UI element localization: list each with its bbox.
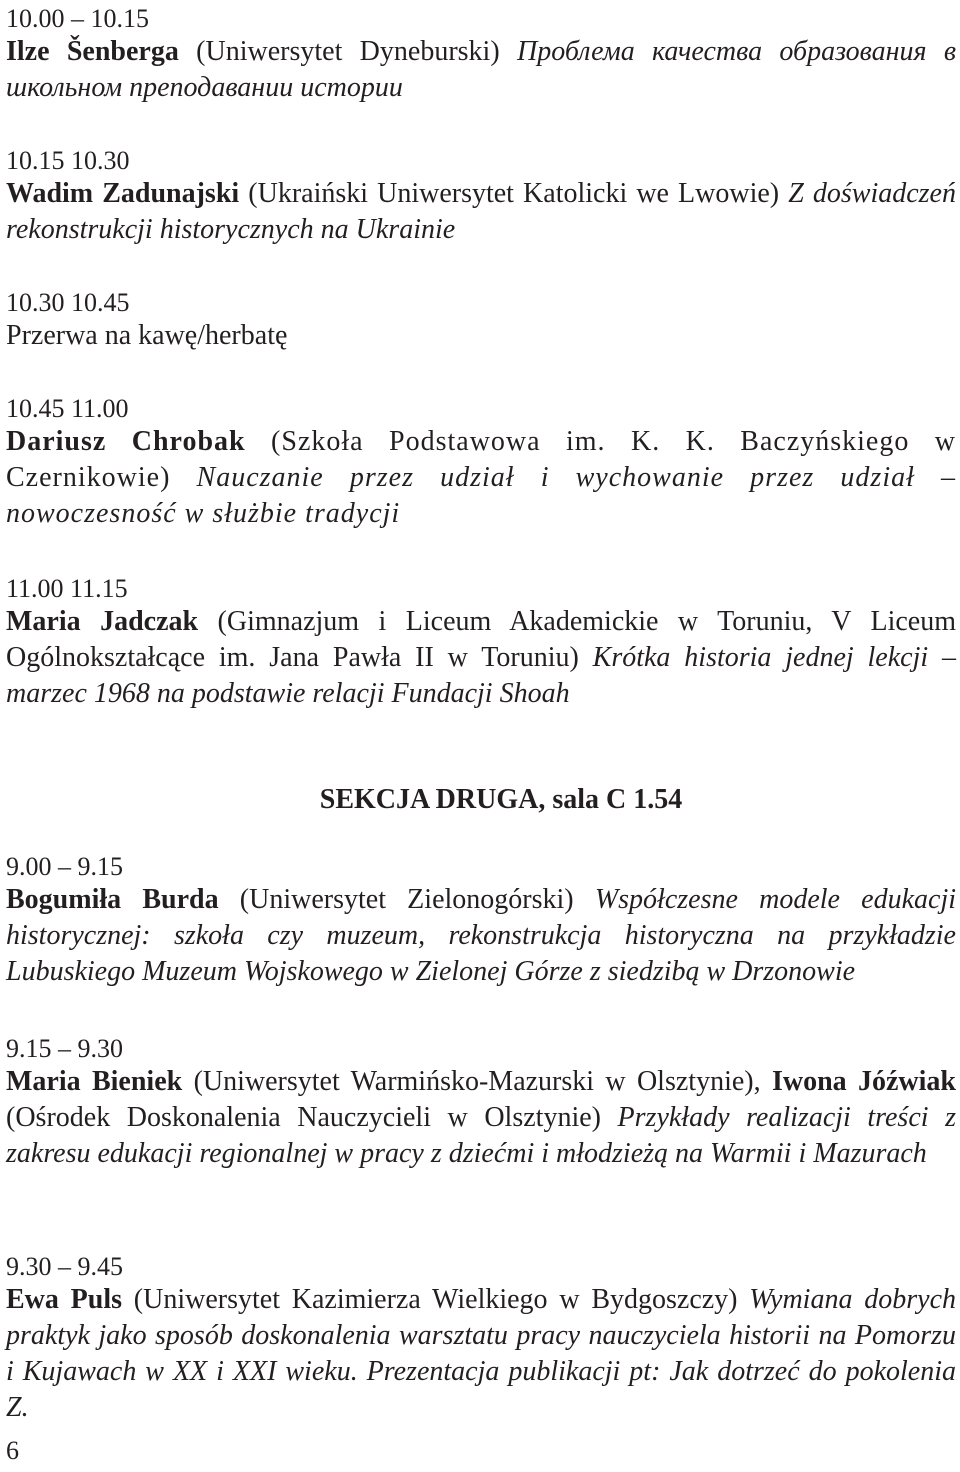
session-time: 10.45 11.00 xyxy=(6,394,129,423)
session-text xyxy=(6,1282,956,1426)
session-senberga xyxy=(6,4,956,106)
session-time: 10.15 10.30 xyxy=(6,146,130,175)
speaker-affiliation: (Szkoła Podstawowa im. K. K. Baczyńskiego w Czernikowie) xyxy=(6,426,957,493)
talk-title: Wymiana dobrych praktyk jako sposób doskonalenia warsztatu pracy nauczyciela historii na Pomorzu i Kujawach w XX i XXI wieku. Prezentacja publikacji pt: Jak dotrzeć do pokolenia Z. xyxy=(6,1284,956,1423)
session-bieniek-jozwiak xyxy=(6,1034,956,1172)
speaker-name: Maria Jadczak xyxy=(6,606,199,637)
speaker-name-2: Iwona Jóźwiak xyxy=(771,1066,956,1097)
session-text xyxy=(6,176,956,248)
speaker-affiliation: (Uniwersytet Dyneburski) xyxy=(178,36,517,67)
speaker-name: Bogumiła Burda xyxy=(6,884,219,915)
session-time: 10.30 10.45 xyxy=(6,288,130,317)
speaker-name: Maria Bieniek xyxy=(6,1066,183,1097)
session-text xyxy=(6,34,956,106)
session-time: 9.15 – 9.30 xyxy=(6,1034,123,1063)
speaker-affiliation-2: (Ośrodek Doskonalenia Nauczycieli w Olsztynie) xyxy=(6,1102,618,1133)
speaker-name: Dariusz Chrobak xyxy=(6,426,246,457)
section-heading: SEKCJA DRUGA, sala C 1.54 xyxy=(319,784,683,815)
session-text xyxy=(6,604,956,712)
session-jadczak xyxy=(6,574,956,712)
talk-title: Współczesne modele edukacji historycznej: szkoła czy muzeum, rekonstrukcja historyczna na przykładzie Lubuskiego Muzeum Wojskowego w Zielonej Górze z siedzibą w Drzonowie xyxy=(6,884,956,987)
session-time: 9.30 – 9.45 xyxy=(6,1252,123,1281)
page-number: 6 xyxy=(6,1436,19,1465)
talk-title: Krótka historia jednej lekcji – marzec 1968 na podstawie relacji Fundacji Shoah xyxy=(6,642,956,709)
speaker-affiliation: (Ukraiński Uniwersytet Katolicki we Lwowie) xyxy=(239,178,789,209)
break-label: Przerwa na kawę/herbatę xyxy=(6,320,288,351)
session-break xyxy=(6,288,956,354)
talk-title: Проблема качества образования в школьном преподавании истории xyxy=(6,36,957,103)
session-text xyxy=(6,882,956,990)
session-text xyxy=(6,318,956,354)
session-time: 10.00 – 10.15 xyxy=(6,4,149,33)
speaker-affiliation: (Gimnazjum i Liceum Akademickie w Toruniu, V Liceum Ogólnokształcące im. Jana Pawła II w Toruniu) xyxy=(6,606,956,673)
talk-title: Przykłady realizacji treści z zakresu edukacji regionalnej w pracy z dziećmi i młodzieżą na Warmii i Mazurach xyxy=(6,1102,956,1169)
talk-title: Z doświadczeń rekonstrukcji historycznych na Ukrainie xyxy=(6,178,956,245)
talk-title: Nauczanie przez udział i wychowanie przez udział – nowoczesność w służbie tradycji xyxy=(6,462,957,529)
session-puls xyxy=(6,1252,956,1426)
speaker-affiliation: (Uniwersytet Zielonogórski) xyxy=(218,884,595,915)
speaker-affiliation: (Uniwersytet Kazimierza Wielkiego w Bydgoszczy) xyxy=(122,1284,750,1315)
session-text xyxy=(6,424,956,532)
speaker-name: Ilze Šenberga xyxy=(6,36,179,67)
session-chrobak xyxy=(6,394,956,532)
speaker-name: Wadim Zadunajski xyxy=(6,178,240,209)
session-text xyxy=(6,1064,956,1172)
session-time: 11.00 11.15 xyxy=(6,574,128,603)
speaker-affiliation: (Uniwersytet Warmińsko-Mazurski w Olsztynie), xyxy=(182,1066,772,1097)
session-time: 9.00 – 9.15 xyxy=(6,852,123,881)
session-zadunajski xyxy=(6,146,956,248)
speaker-name: Ewa Puls xyxy=(6,1284,123,1315)
session-burda xyxy=(6,852,956,990)
